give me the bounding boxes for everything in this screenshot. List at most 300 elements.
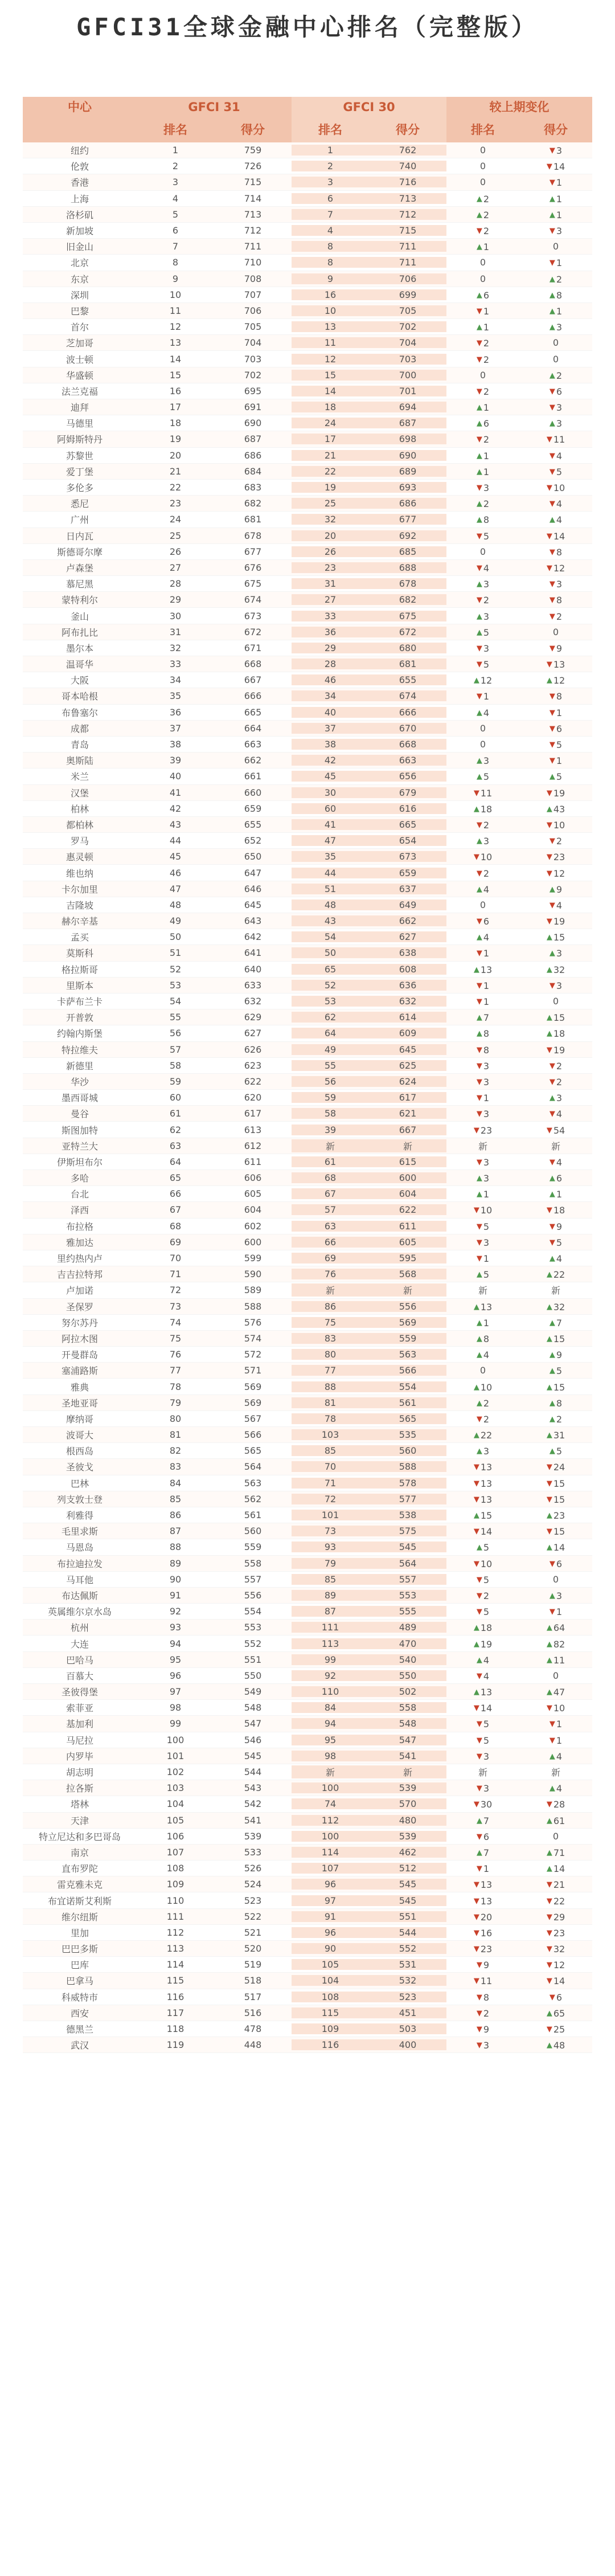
cell-score-change <box>519 706 592 718</box>
cell-score-30: 694 <box>369 402 446 412</box>
change-value: 8 <box>483 514 490 526</box>
cell-score-change <box>519 642 592 654</box>
arrow-up-icon: ▲ <box>476 885 482 894</box>
cell-rank-change <box>446 1798 519 1810</box>
cell-score-31: 572 <box>244 1349 262 1360</box>
cell-score-31: 563 <box>244 1477 262 1489</box>
cell-score-30: 545 <box>369 1541 446 1552</box>
cell-score-30: 705 <box>369 305 446 316</box>
cell-score-change <box>519 1702 592 1714</box>
cell-score-31: 590 <box>244 1269 262 1280</box>
change-value: 15 <box>553 1333 565 1344</box>
cell-rank-30: 95 <box>292 1735 369 1745</box>
cell-score-change: 0 <box>552 996 559 1007</box>
arrow-up-icon: ▲ <box>546 1864 552 1874</box>
cell-rank-31: 6 <box>172 225 179 236</box>
change-value: 8 <box>483 1992 490 2003</box>
cell-rank-30: 81 <box>292 1397 369 1408</box>
arrow-up-icon: ▲ <box>546 676 552 685</box>
cell-rank-31: 3 <box>172 177 179 188</box>
cell-rank-30: 41 <box>292 819 369 830</box>
table-row <box>23 1845 592 1861</box>
cell-score-30: 627 <box>369 931 446 942</box>
arrow-down-icon: ▼ <box>549 580 555 589</box>
cell-score-change <box>519 658 592 670</box>
cell-rank-30: 74 <box>292 1798 369 1809</box>
cell-rank-change <box>446 353 519 365</box>
cell-rank-31: 66 <box>169 1188 182 1200</box>
arrow-down-icon: ▼ <box>549 1720 555 1729</box>
arrow-up-icon: ▲ <box>549 1254 555 1264</box>
table-row <box>23 1507 592 1523</box>
table-row <box>23 817 592 833</box>
cell-score-30: 677 <box>369 514 446 525</box>
cell-score-31: 519 <box>244 1959 262 1970</box>
change-value: 5 <box>483 1542 490 1553</box>
cell-rank-31: 82 <box>169 1445 182 1457</box>
cell-rank-31: 33 <box>169 659 182 670</box>
cell-score-31: 623 <box>244 1060 262 1071</box>
arrow-down-icon: ▼ <box>476 1222 482 1231</box>
cell-score-change <box>519 401 592 413</box>
cell-rank-30: 27 <box>292 594 369 605</box>
change-value: 22 <box>480 1430 493 1441</box>
cell-rank-30: 79 <box>292 1558 369 1569</box>
arrow-up-icon: ▲ <box>476 1816 482 1825</box>
cell-rank-30: 3 <box>292 177 369 187</box>
cell-rank-31: 54 <box>169 996 182 1007</box>
cell-score-31: 663 <box>244 739 262 750</box>
change-value: 3 <box>483 1446 490 1457</box>
arrow-up-icon: ▲ <box>473 676 479 685</box>
arrow-down-icon: ▼ <box>546 1463 552 1472</box>
arrow-down-icon: ▼ <box>549 1158 555 1167</box>
arrow-down-icon: ▼ <box>476 1238 482 1247</box>
cell-city: 巴库 <box>70 1960 89 1971</box>
cell-score-30: 531 <box>369 1959 446 1970</box>
header-change: 较上期变化 <box>489 100 550 114</box>
cell-score-change <box>519 819 592 831</box>
cell-city: 爱丁堡 <box>65 466 93 477</box>
cell-rank-31: 71 <box>169 1269 182 1280</box>
cell-city: 吉吉拉特邦 <box>56 1269 102 1281</box>
cell-score-31: 523 <box>244 1895 262 1906</box>
cell-score-30: 632 <box>369 996 446 1007</box>
change-value: 9 <box>483 1960 490 1971</box>
cell-city: 纽约 <box>70 145 89 157</box>
cell-rank-30: 33 <box>292 611 369 621</box>
cell-score-31: 646 <box>244 883 262 894</box>
arrow-down-icon: ▼ <box>476 869 482 878</box>
cell-rank-31: 37 <box>169 722 182 734</box>
table-row <box>23 528 592 544</box>
cell-score-change <box>519 803 592 815</box>
cell-score-31: 549 <box>244 1686 262 1698</box>
cell-rank-31: 97 <box>169 1686 182 1698</box>
change-value: 10 <box>553 1703 565 1714</box>
arrow-up-icon: ▲ <box>476 291 482 300</box>
cell-rank-30: 新 <box>292 1765 369 1778</box>
cell-rank-31: 116 <box>166 1991 184 2002</box>
change-value: 20 <box>480 1911 493 1923</box>
cell-rank-31: 60 <box>169 1092 182 1103</box>
arrow-down-icon: ▼ <box>473 788 479 798</box>
cell-rank-change <box>446 883 519 895</box>
arrow-up-icon: ▲ <box>473 1431 479 1440</box>
cell-city: 惠灵顿 <box>65 852 93 863</box>
cell-rank-31: 117 <box>166 2007 184 2018</box>
change-value: 2 <box>483 386 490 397</box>
cell-score-change <box>519 979 592 991</box>
cell-rank-31: 38 <box>169 739 182 750</box>
cell-score-change <box>519 1557 592 1569</box>
cell-score-30: 451 <box>369 2007 446 2018</box>
cell-score-31: 448 <box>244 2039 262 2051</box>
change-value: 4 <box>483 1654 490 1666</box>
cell-rank-30: 64 <box>292 1028 369 1038</box>
cell-rank-change: 0 <box>479 546 486 557</box>
cell-score-change <box>519 1911 592 1923</box>
cell-score-change <box>519 144 592 156</box>
cell-rank-change <box>446 1621 519 1633</box>
cell-rank-31: 79 <box>169 1397 182 1408</box>
change-value: 7 <box>483 1815 490 1826</box>
arrow-up-icon: ▲ <box>549 516 555 525</box>
cell-score-31: 662 <box>244 755 262 766</box>
cell-rank-31: 115 <box>166 1975 184 1986</box>
table-row <box>23 1009 592 1025</box>
cell-score-30: 588 <box>369 1461 446 1472</box>
cell-score-change <box>519 2039 592 2051</box>
cell-score-31: 599 <box>244 1253 262 1264</box>
cell-score-30: 663 <box>369 755 446 766</box>
cell-rank-change <box>446 787 519 799</box>
cell-city: 赫尔辛基 <box>61 916 98 927</box>
cell-rank-31: 58 <box>169 1060 182 1071</box>
cell-score-change <box>519 1044 592 1056</box>
change-value: 10 <box>553 819 565 831</box>
arrow-down-icon: ▼ <box>549 741 555 750</box>
cell-score-31: 712 <box>244 225 262 236</box>
cell-city: 墨西哥城 <box>61 1093 98 1104</box>
arrow-down-icon: ▼ <box>546 1704 552 1713</box>
cell-rank-change <box>446 1654 519 1666</box>
cell-rank-31: 63 <box>169 1140 182 1151</box>
cell-score-30: 698 <box>369 434 446 444</box>
arrow-down-icon: ▼ <box>476 596 482 605</box>
cell-rank-change <box>446 1381 519 1393</box>
cell-score-30: 675 <box>369 611 446 621</box>
cell-score-change <box>519 224 592 236</box>
arrow-up-icon: ▲ <box>549 885 555 894</box>
cell-rank-30: 2 <box>292 161 369 171</box>
header-city: 中心 <box>68 100 92 114</box>
change-value: 19 <box>480 1638 493 1650</box>
cell-rank-change <box>446 995 519 1007</box>
arrow-down-icon: ▼ <box>476 484 482 493</box>
arrow-down-icon: ▼ <box>549 757 555 766</box>
arrow-down-icon: ▼ <box>546 435 552 444</box>
table-row <box>23 801 592 817</box>
table-row <box>23 1250 592 1266</box>
cell-rank-31: 46 <box>169 867 182 878</box>
arrow-down-icon: ▼ <box>549 467 555 476</box>
cell-score-change <box>519 1991 592 2003</box>
change-value: 5 <box>483 1606 490 1618</box>
cell-score-30: 552 <box>369 1943 446 1954</box>
cell-score-change <box>519 449 592 461</box>
table-row <box>23 1475 592 1491</box>
change-value: 2 <box>483 354 490 365</box>
table-row <box>23 1957 592 1973</box>
table-row <box>23 1523 592 1539</box>
cell-rank-change <box>446 497 519 509</box>
cell-score-31: 643 <box>244 915 262 927</box>
cell-city: 巴林 <box>70 1478 89 1489</box>
arrow-down-icon: ▼ <box>476 644 482 653</box>
cell-city: 卢加诺 <box>65 1285 93 1297</box>
arrow-down-icon: ▼ <box>549 596 555 605</box>
cell-score-change <box>519 1654 592 1666</box>
cell-score-30: 711 <box>369 257 446 268</box>
table-row <box>23 431 592 447</box>
cell-score-31: 660 <box>244 787 262 798</box>
change-value: 5 <box>483 1221 490 1232</box>
cell-rank-30: 69 <box>292 1253 369 1264</box>
cell-city: 首尔 <box>70 322 89 333</box>
cell-score-change <box>519 1301 592 1312</box>
change-value: 1 <box>483 980 490 991</box>
cell-score-31: 576 <box>244 1316 262 1328</box>
cell-score-30: 568 <box>369 1269 446 1279</box>
cell-score-change <box>519 594 592 606</box>
cell-rank-change: 新 <box>478 1767 487 1778</box>
table-row <box>23 1989 592 2005</box>
cell-score-change <box>519 1445 592 1457</box>
change-value: 43 <box>553 803 565 815</box>
cell-score-30: 703 <box>369 354 446 365</box>
cell-rank-31: 111 <box>166 1911 184 1922</box>
change-value: 1 <box>483 466 490 477</box>
cell-rank-31: 103 <box>166 1782 184 1794</box>
arrow-down-icon: ▼ <box>476 1077 482 1086</box>
change-value: 1 <box>483 1253 490 1265</box>
arrow-up-icon: ▲ <box>473 1624 479 1633</box>
cell-rank-30: 21 <box>292 450 369 461</box>
cell-rank-31: 119 <box>166 2039 184 2051</box>
cell-rank-change: 0 <box>479 177 486 188</box>
cell-score-31: 566 <box>244 1429 262 1441</box>
cell-score-31: 640 <box>244 963 262 975</box>
cell-rank-30: 80 <box>292 1349 369 1360</box>
table-row <box>23 2037 592 2053</box>
arrow-down-icon: ▼ <box>476 1993 482 2002</box>
cell-rank-31: 19 <box>169 434 182 445</box>
cell-rank-31: 48 <box>169 899 182 910</box>
cell-score-31: 695 <box>244 385 262 396</box>
arrow-up-icon: ▲ <box>476 500 482 509</box>
cell-rank-31: 40 <box>169 771 182 782</box>
change-value: 1 <box>483 242 490 253</box>
table-row <box>23 1025 592 1041</box>
cell-score-change <box>519 899 592 911</box>
change-value: 18 <box>553 1205 565 1216</box>
cell-rank-change <box>446 690 519 702</box>
cell-score-change <box>519 1927 592 1939</box>
cell-score-31: 687 <box>244 434 262 445</box>
cell-score-change <box>519 1541 592 1553</box>
change-value: 4 <box>483 562 490 574</box>
arrow-down-icon: ▼ <box>476 339 482 348</box>
cell-rank-31: 42 <box>169 803 182 814</box>
arrow-up-icon: ▲ <box>546 1013 552 1023</box>
cell-score-31: 602 <box>244 1220 262 1232</box>
cell-score-30: 668 <box>369 739 446 750</box>
arrow-down-icon: ▼ <box>549 981 555 990</box>
arrow-up-icon: ▲ <box>546 1543 552 1552</box>
cell-rank-change <box>446 1397 519 1409</box>
cell-rank-31: 4 <box>172 193 179 204</box>
change-value: 3 <box>483 1156 490 1168</box>
cell-score-change <box>519 2023 592 2035</box>
cell-score-change <box>519 738 592 750</box>
cell-rank-31: 109 <box>166 1879 184 1890</box>
cell-rank-change: 0 <box>479 899 486 910</box>
cell-rank-31: 107 <box>166 1846 184 1858</box>
cell-score-change <box>519 1862 592 1874</box>
cell-city: 莫斯科 <box>65 948 93 959</box>
arrow-down-icon: ▼ <box>549 451 555 460</box>
cell-rank-31: 74 <box>169 1316 182 1328</box>
change-value: 13 <box>553 659 565 670</box>
cell-rank-change <box>446 401 519 413</box>
change-value: 19 <box>553 1044 565 1056</box>
cell-rank-30: 78 <box>292 1413 369 1424</box>
cell-score-31: 600 <box>244 1236 262 1248</box>
cell-score-30: 662 <box>369 915 446 926</box>
cell-city: 巴黎 <box>70 305 89 317</box>
cell-score-30: 649 <box>369 899 446 910</box>
cell-city: 伦敦 <box>70 161 89 173</box>
cell-score-31: 645 <box>244 899 262 910</box>
cell-score-change <box>519 1429 592 1441</box>
cell-rank-31: 87 <box>169 1526 182 1537</box>
cell-score-31: 726 <box>244 161 262 172</box>
cell-score-change <box>519 1846 592 1858</box>
cell-score-30: 558 <box>369 1702 446 1713</box>
cell-city: 塞浦路斯 <box>61 1365 98 1377</box>
cell-rank-30: 31 <box>292 578 369 589</box>
arrow-up-icon: ▲ <box>549 371 555 380</box>
arrow-up-icon: ▲ <box>476 1351 482 1360</box>
header-score-31: 得分 <box>241 123 265 137</box>
change-value: 5 <box>483 1735 490 1746</box>
arrow-down-icon: ▼ <box>473 1559 479 1568</box>
change-value: 47 <box>553 1687 565 1698</box>
cell-rank-30: 14 <box>292 386 369 396</box>
cell-score-change <box>519 1686 592 1698</box>
cell-rank-change <box>446 594 519 606</box>
cell-city: 奥斯陆 <box>65 755 93 767</box>
cell-score-change <box>519 1188 592 1200</box>
cell-score-30: 667 <box>369 1125 446 1135</box>
arrow-down-icon: ▼ <box>546 162 552 171</box>
change-value: 10 <box>480 852 493 863</box>
cell-rank-31: 118 <box>166 2023 184 2035</box>
change-value: 13 <box>480 1895 493 1907</box>
cell-rank-change <box>446 305 519 317</box>
cell-score-change <box>519 1027 592 1039</box>
cell-city: 里约热内卢 <box>56 1253 102 1265</box>
arrow-up-icon: ▲ <box>549 306 555 316</box>
change-value: 28 <box>553 1799 565 1810</box>
cell-score-30: 678 <box>369 578 446 589</box>
table-row <box>23 207 592 223</box>
change-value: 1 <box>556 257 563 269</box>
cell-score-30: 600 <box>369 1172 446 1183</box>
cell-score-31: 522 <box>244 1911 262 1922</box>
cell-rank-change <box>446 803 519 815</box>
cell-rank-30: 40 <box>292 707 369 718</box>
arrow-up-icon: ▲ <box>549 1591 555 1600</box>
cell-score-31: 547 <box>244 1718 262 1729</box>
arrow-up-icon: ▲ <box>549 1190 555 1199</box>
change-value: 1 <box>556 193 563 205</box>
cell-score-30: 557 <box>369 1574 446 1585</box>
arrow-up-icon: ▲ <box>549 1784 555 1793</box>
cell-city: 广州 <box>70 514 89 526</box>
cell-rank-30: 32 <box>292 514 369 525</box>
cell-rank-30: 23 <box>292 562 369 573</box>
cell-rank-change <box>446 1734 519 1746</box>
change-value: 2 <box>483 1397 490 1409</box>
cell-rank-change <box>446 1413 519 1425</box>
cell-city: 日内瓦 <box>65 530 93 542</box>
change-value: 5 <box>556 771 563 783</box>
cell-score-31: 715 <box>244 177 262 188</box>
cell-rank-30: 66 <box>292 1237 369 1248</box>
arrow-down-icon: ▼ <box>473 1896 479 1906</box>
arrow-up-icon: ▲ <box>546 2041 552 2050</box>
cell-city: 圣保罗 <box>65 1301 93 1312</box>
arrow-up-icon: ▲ <box>546 1624 552 1633</box>
change-value: 2 <box>483 226 490 237</box>
change-value: 48 <box>553 2040 565 2051</box>
cell-rank-30: 75 <box>292 1317 369 1328</box>
cell-rank-30: 16 <box>292 289 369 300</box>
change-value: 5 <box>483 1269 490 1281</box>
arrow-up-icon: ▲ <box>546 804 552 813</box>
cell-rank-change <box>446 1348 519 1360</box>
cell-rank-31: 99 <box>169 1718 182 1729</box>
table-row <box>23 1909 592 1925</box>
change-value: 5 <box>483 771 490 783</box>
cell-score-30: 539 <box>369 1782 446 1793</box>
cell-rank-change <box>446 1076 519 1087</box>
arrow-up-icon: ▲ <box>476 837 482 846</box>
change-value: 1 <box>556 1189 563 1200</box>
cell-rank-31: 16 <box>169 385 182 396</box>
cell-score-30: 685 <box>369 546 446 557</box>
table-row <box>23 656 592 672</box>
change-value: 14 <box>480 1526 493 1538</box>
cell-rank-30: 96 <box>292 1927 369 1938</box>
table-row <box>23 1042 592 1058</box>
change-value: 4 <box>556 1783 563 1794</box>
cell-score-30: 659 <box>369 868 446 878</box>
cell-score-30: 702 <box>369 321 446 332</box>
change-value: 14 <box>553 530 565 542</box>
